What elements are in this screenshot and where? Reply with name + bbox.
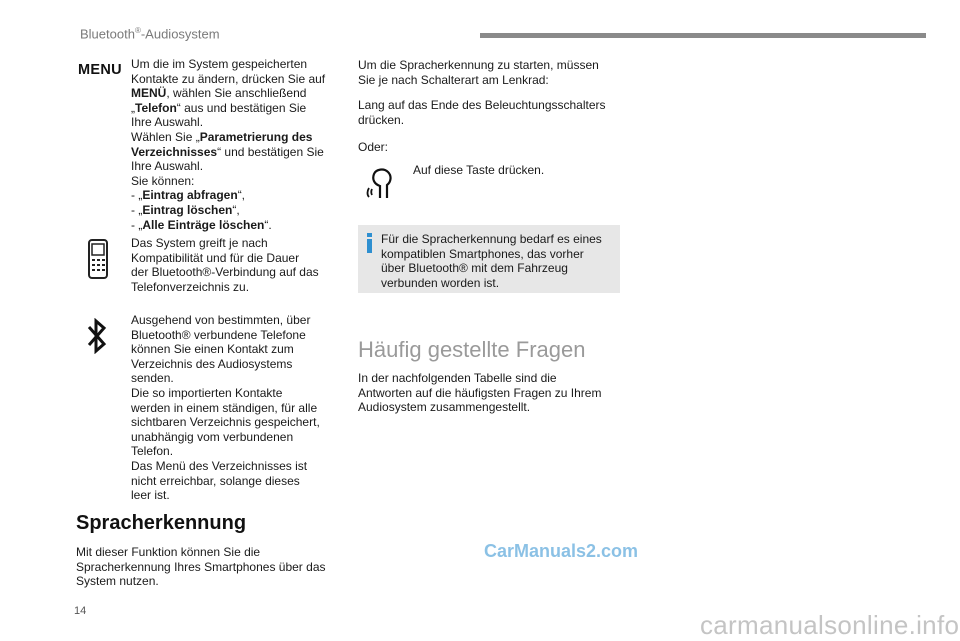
menu-instructions-line: Um die im System gespeicherten: [131, 57, 308, 71]
bluetooth-contacts-line: Die so importierten Kontakte: [131, 385, 283, 400]
bluetooth-icon: [86, 318, 108, 354]
info-line: über Bluetooth® mit dem Fahrzeug: [381, 261, 568, 276]
spracherkennung-line: System nutzen.: [76, 574, 159, 589]
footer-watermark: carmanualsonline.info: [700, 610, 960, 640]
menu-instructions: [131, 57, 341, 232]
faq-title: Häufig gestellte Fragen: [358, 337, 586, 362]
lights-switch-line: drücken.: [358, 112, 405, 127]
bluetooth-contacts-line: Telefon.: [131, 444, 174, 459]
faq-intro-line: Antworten auf die häufigsten Fragen zu Ihrem: [358, 385, 602, 400]
info-line: kompatiblen Smartphones, das vorher: [381, 246, 584, 261]
menu-icon: MENU: [78, 62, 122, 78]
bluetooth-contacts-line: senden.: [131, 371, 174, 386]
phone-compat-line: Das System greift je nach: [131, 236, 268, 250]
site-watermark: CarManuals2.com: [484, 541, 639, 561]
bluetooth-contacts-line: sichtbaren Verzeichnis gespeichert,: [131, 415, 320, 430]
bluetooth-contacts-line: werden in einem ständigen, für alle: [131, 400, 318, 415]
bluetooth-contacts-line: Bluetooth® verbundene Telefone: [131, 327, 306, 342]
info-text: [381, 232, 617, 290]
bluetooth-contacts-line: leer ist.: [131, 488, 170, 503]
header-title-rest: -Audiosystem: [140, 26, 220, 42]
spracherkennung-text: [76, 545, 346, 589]
header-divider-bar: [480, 33, 926, 38]
bluetooth-contacts-line: Das Menü des Verzeichnisses ist: [131, 458, 308, 473]
bluetooth-contacts-line: Verzeichnis des Audiosystems: [131, 356, 293, 371]
menu-instructions-line: - „Alle Einträge löschen“.: [131, 217, 272, 232]
menu-instructions-line: MENÜ, wählen Sie anschließend: [131, 86, 307, 101]
menu-instructions-line: Wählen Sie „Parametrierung des: [131, 129, 313, 144]
faq-intro-text: [358, 371, 628, 415]
start-voice-line: Sie je nach Schalterart am Lenkrad:: [358, 72, 549, 87]
header-title-main: Bluetooth: [80, 26, 135, 42]
bluetooth-contacts-line: unabhängig vom verbundenen: [131, 429, 294, 444]
info-line: verbunden worden ist.: [381, 275, 500, 290]
bluetooth-contacts-text: [131, 313, 346, 503]
phone-compat-text: [131, 236, 341, 294]
menu-instructions-line: Verzeichnisses“ und bestätigen Sie: [131, 144, 324, 159]
faq-intro-line: Audiosystem zusammengestellt.: [358, 400, 531, 415]
menu-instructions-line: Ihre Auswahl.: [131, 115, 204, 130]
or-text: Oder:: [358, 140, 389, 154]
section-title-spracherkennung: Spracherkennung: [76, 512, 247, 534]
header-title-sup: ®: [134, 26, 141, 35]
start-voice-text: [358, 58, 628, 87]
voice-command-icon: [366, 168, 400, 200]
info-icon: [364, 233, 376, 253]
bluetooth-contacts-line: Ausgehend von bestimmten, über: [131, 313, 311, 327]
spracherkennung-line: Spracherkennung Ihres Smartphones über das: [76, 559, 326, 574]
menu-instructions-line: Kontakte zu ändern, drücken Sie auf: [131, 71, 326, 86]
menu-instructions-line: „Telefon“ aus und bestätigen Sie: [131, 100, 307, 115]
page-number: 14: [74, 605, 87, 617]
menu-instructions-line: - „Eintrag löschen“,: [131, 202, 240, 217]
menu-instructions-line: Sie können:: [131, 173, 195, 188]
spracherkennung-line: Mit dieser Funktion können Sie die: [76, 545, 261, 559]
phone-compat-line: Kompatibilität und für die Dauer: [131, 250, 300, 265]
bluetooth-contacts-line: können Sie einen Kontakt zum: [131, 342, 294, 357]
start-voice-line: Um die Spracherkennung zu starten, müssen: [358, 58, 599, 72]
menu-instructions-line: Ihre Auswahl.: [131, 159, 204, 174]
voice-button-text: Auf diese Taste drücken.: [413, 163, 545, 177]
lights-switch-text: [358, 98, 628, 127]
menu-instructions-line: - „Eintrag abfragen“,: [131, 188, 246, 203]
mobile-phone-icon: [87, 239, 109, 279]
faq-intro-line: In der nachfolgenden Tabelle sind die: [358, 371, 557, 385]
bluetooth-contacts-line: nicht erreichbar, solange dieses: [131, 473, 300, 488]
lights-switch-line: Lang auf das Ende des Beleuchtungsschalters: [358, 98, 606, 112]
info-line: Für die Spracherkennung bedarf es eines: [381, 232, 602, 246]
phone-compat-line: der Bluetooth®-Verbindung auf das: [131, 265, 319, 280]
page-header-title: [80, 26, 220, 41]
phone-compat-line: Telefonverzeichnis zu.: [131, 279, 250, 294]
